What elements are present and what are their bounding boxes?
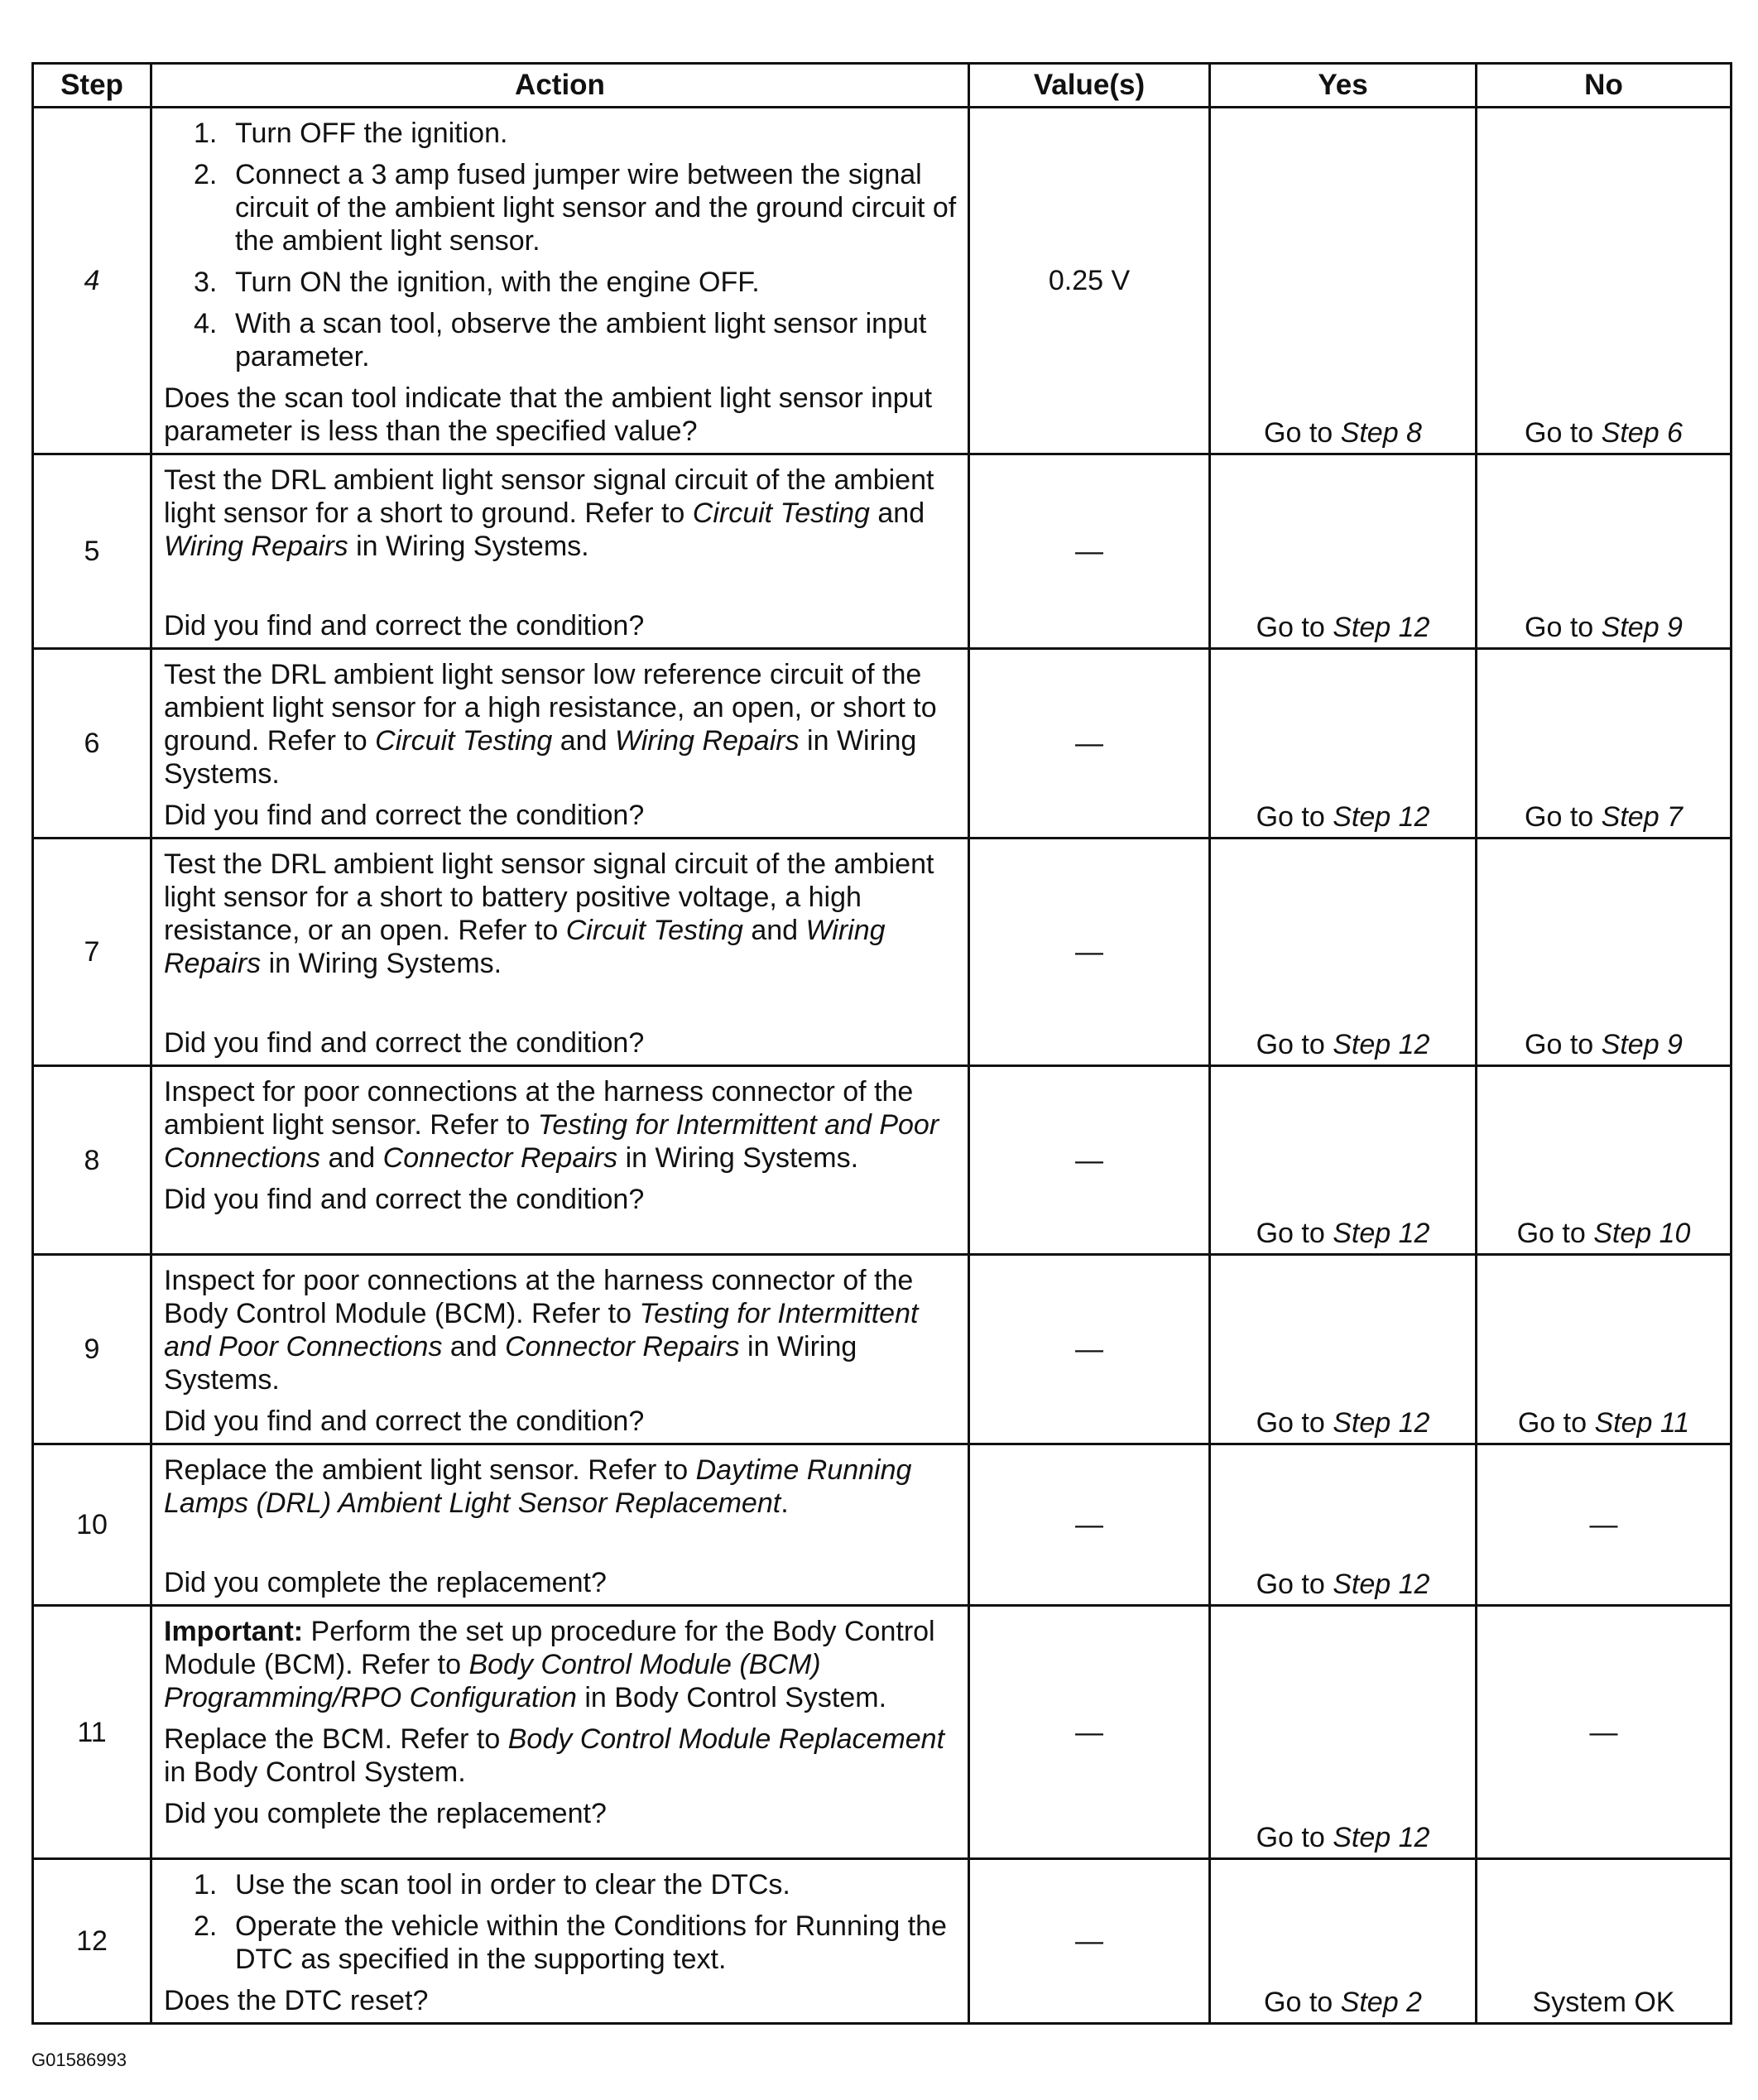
list-number: 2. [194,159,218,190]
step-ref: Step 9 [1601,612,1683,643]
step-ref: Step 8 [1340,417,1422,449]
reference-link: Testing for Intermittent and Poor Connections [164,1109,939,1174]
yes-cell [1210,649,1477,839]
reference-link: Testing for Intermittent and Poor Connections [164,1298,919,1362]
step-number: 7 [33,839,151,1066]
step-number: 4 [33,108,151,454]
no-cell [1477,649,1732,839]
question-text: Did you find and correct the condition? [164,610,645,642]
question-text: Did you find and correct the condition? [164,1027,645,1059]
action-cell [151,1859,969,2024]
question-text: Does the DTC reset? [164,1985,429,2016]
value-cell: — [969,1066,1210,1255]
list-item [164,307,958,373]
action-text: Inspect for poor connections at the harness connector of the ambient light sensor. Refer to Testing for Intermittent and Poor Connections and Connector Repairs in Wiring Systems. [164,1076,939,1174]
table-row [33,108,1732,454]
goto-prefix: Go to [1525,801,1594,833]
step-ref: Step 12 [1333,1218,1430,1249]
question-text: Did you complete the replacement? [164,1567,607,1598]
no-cell: — [1477,1444,1732,1606]
goto-prefix: Go to [1264,417,1333,449]
step-number: 11 [33,1606,151,1859]
action-cell [151,839,969,1066]
list-item [164,266,958,299]
reference-link: Body Control Module (BCM) Programming/RPO Configuration [164,1649,821,1713]
goto-prefix: Go to [1256,1218,1325,1249]
diagnostic-table [31,62,1732,2025]
goto-prefix: Go to [1256,801,1325,833]
goto-prefix: Go to [1516,1218,1586,1249]
yes-cell [1210,1444,1477,1606]
list-number: 1. [194,118,218,149]
reference-link: Wiring Repairs [614,725,800,757]
question-text: Did you find and correct the condition? [164,1406,645,1437]
question-text: Does the scan tool indicate that the ambient light sensor input parameter is less than the specified value? [164,382,933,447]
goto-prefix: Go to [1517,1407,1587,1439]
table-row [33,1066,1732,1255]
step-ref: Step 12 [1333,801,1430,833]
header-values: Value(s) [969,64,1210,108]
question-text: Did you complete the replacement? [164,1798,607,1829]
list-item [164,158,958,257]
no-cell: System OK [1477,1859,1732,2024]
step-ref: Step 12 [1333,1822,1430,1853]
value-cell: — [969,1859,1210,2024]
list-text: Use the scan tool in order to clear the DTCs. [235,1869,790,1901]
step-number: 12 [33,1859,151,2024]
table-row [33,649,1732,839]
no-cell [1477,108,1732,454]
no-cell [1477,1066,1732,1255]
action-cell [151,1606,969,1859]
list-number: 1. [194,1869,218,1901]
action-cell [151,1444,969,1606]
action-text: Test the DRL ambient light sensor signal circuit of the ambient light sensor for a short to ground. Refer to Circuit Testing and Wiring Repairs in Wiring Systems. [164,464,934,562]
action-cell [151,108,969,454]
value-cell: — [969,454,1210,649]
reference-link: Body Control Module Replacement [507,1723,945,1755]
step-ref: Step 7 [1601,801,1683,833]
list-item [164,1910,958,1976]
step-ref: Step 11 [1594,1407,1690,1439]
reference-link: Circuit Testing [565,915,743,946]
step-number: 5 [33,454,151,649]
action-text: Test the DRL ambient light sensor low reference circuit of the ambient light sensor for a high resistance, an open, or short to ground. Refer to Circuit Testing and Wiring Repairs in Wiring Systems. [164,659,937,790]
yes-cell [1210,1606,1477,1859]
goto-prefix: Go to [1256,1407,1325,1439]
step-ref: Step 2 [1340,1987,1422,2018]
goto-prefix: Go to [1256,612,1325,643]
goto-prefix: Go to [1264,1987,1333,2018]
value-cell: — [969,1255,1210,1444]
header-row [33,64,1732,108]
table-row [33,1859,1732,2024]
goto-prefix: Go to [1525,612,1594,643]
yes-cell [1210,1255,1477,1444]
value-cell: — [969,839,1210,1066]
important-label: Important: [164,1616,304,1647]
reference-link: Wiring Repairs [164,915,886,979]
header-no: No [1477,64,1732,108]
yes-cell [1210,108,1477,454]
list-text: With a scan tool, observe the ambient light sensor input parameter. [235,308,927,372]
question-text: Did you find and correct the condition? [164,1184,645,1215]
value-cell: — [969,1606,1210,1859]
value-cell: — [969,1444,1210,1606]
goto-prefix: Go to [1256,1569,1325,1600]
value-cell: 0.25 V [969,108,1210,454]
question-text: Did you find and correct the condition? [164,800,645,831]
list-item [164,1868,958,1901]
step-ref: Step 9 [1601,1029,1683,1060]
reference-link: Daytime Running Lamps (DRL) Ambient Light Sensor Replacement [164,1454,912,1519]
action-text: Test the DRL ambient light sensor signal circuit of the ambient light sensor for a short to battery positive voltage, a high resistance, or an open. Refer to Circuit Testing and Wiring Repairs in Wiring Systems. [164,848,934,979]
reference-link: Circuit Testing [375,725,553,757]
goto-prefix: Go to [1256,1029,1325,1060]
step-ref: Step 6 [1601,417,1683,449]
yes-cell [1210,454,1477,649]
figure-id: G01586993 [31,2050,127,2070]
step-number: 6 [33,649,151,839]
goto-prefix: Go to [1525,417,1594,449]
no-cell: — [1477,1606,1732,1859]
action-text: Inspect for poor connections at the harness connector of the Body Control Module (BCM). Refer to Testing for Intermittent and Poor Connections and Connector Repairs in Wiring Systems. [164,1265,919,1396]
reference-link: Wiring Repairs [164,531,348,562]
header-action: Action [151,64,969,108]
list-number: 4. [194,308,218,339]
goto-prefix: Go to [1525,1029,1594,1060]
goto-prefix: Go to [1256,1822,1325,1853]
list-text: Connect a 3 amp fused jumper wire between the signal circuit of the ambient light sensor and the ground circuit of the ambient light sensor. [235,159,957,257]
step-number: 10 [33,1444,151,1606]
no-cell [1477,839,1732,1066]
list-text: Turn ON the ignition, with the engine OFF. [235,267,760,298]
step-number: 8 [33,1066,151,1255]
list-number: 2. [194,1910,218,1942]
table-row [33,1606,1732,1859]
list-item [164,117,958,150]
yes-cell [1210,1066,1477,1255]
step-ref: Step 12 [1333,1029,1430,1060]
no-cell [1477,454,1732,649]
action-text: Replace the BCM. Refer to Body Control Module Replacement in Body Control System. [164,1723,945,1788]
table-row [33,1255,1732,1444]
yes-cell [1210,1859,1477,2024]
reference-link: Connector Repairs [505,1331,740,1362]
yes-cell [1210,839,1477,1066]
step-ref: Step 12 [1333,1407,1430,1439]
list-number: 3. [194,267,218,298]
action-cell [151,1066,969,1255]
value-cell: — [969,649,1210,839]
action-cell [151,454,969,649]
table-row [33,454,1732,649]
table-row [33,1444,1732,1606]
list-text: Operate the vehicle within the Conditions for Running the DTC as specified in the supporting text. [235,1910,947,1975]
header-step: Step [33,64,151,108]
step-number: 9 [33,1255,151,1444]
reference-link: Circuit Testing [692,497,870,529]
table-row [33,839,1732,1066]
step-ref: Step 10 [1593,1218,1691,1249]
step-ref: Step 12 [1333,612,1430,643]
action-cell [151,1255,969,1444]
action-text: Replace the ambient light sensor. Refer to Daytime Running Lamps (DRL) Ambient Light Sensor Replacement. [164,1454,912,1519]
step-ref: Step 12 [1333,1569,1430,1600]
important-note: Important: Perform the set up procedure for the Body Control Module (BCM). Refer to Body Control Module (BCM) Programming/RPO Configuration in Body Control System. [164,1616,935,1713]
list-text: Turn OFF the ignition. [235,118,508,149]
reference-link: Connector Repairs [382,1142,618,1174]
no-cell [1477,1255,1732,1444]
header-yes: Yes [1210,64,1477,108]
action-cell [151,649,969,839]
diagnostic-table-page [31,62,1730,2025]
